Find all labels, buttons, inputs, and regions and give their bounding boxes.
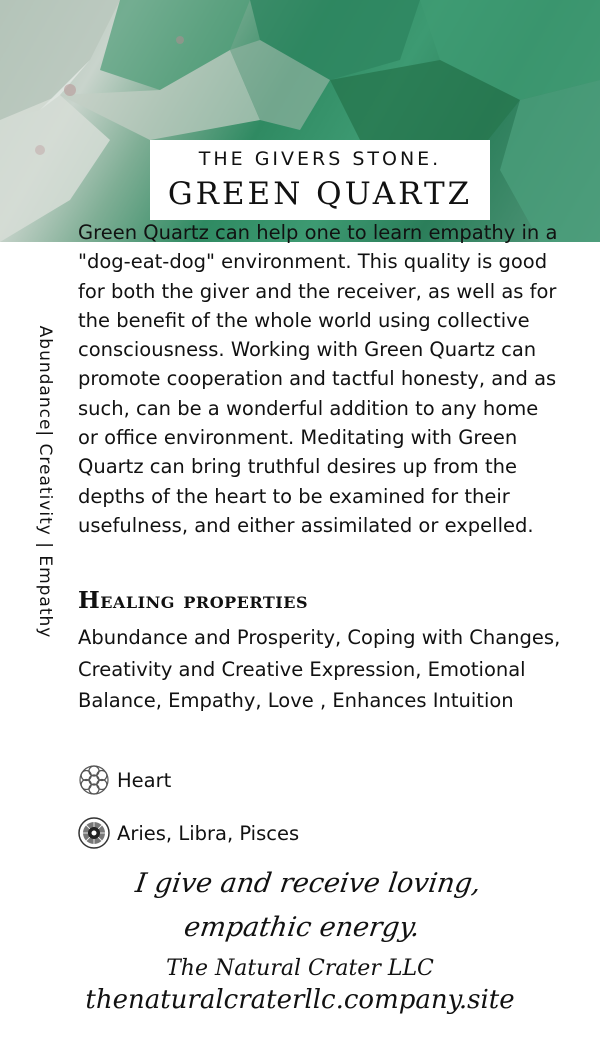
- zodiac-row: [77, 816, 299, 850]
- stone-description: Green Quartz can help one to learn empathy in a "dog-eat-dog" environment. This quality is good for both the giver and the receiver, as well as for the benefit of the whole world using collective consciousness. Working with Green Quartz can promote cooperation and tactful honesty, and as such, can be a wonderful addition to any home or office environment. Meditating with Green Quartz can bring truthful desires up from the depths of the heart to be examined for their usefulness, and either assimilated or expelled.: [78, 221, 558, 537]
- zodiac-label: Aries, Libra, Pisces: [117, 821, 300, 845]
- healing-properties: Abundance and Prosperity, Coping with Changes, Creativity and Creative Expression, Emotional Balance, Empathy, Love , Enhances Intuition: [78, 626, 561, 712]
- brand-name: The Natural Crater LLC: [166, 956, 434, 981]
- chakra-label: Heart: [117, 768, 172, 792]
- healing-heading: Healing properties: [78, 587, 309, 614]
- page-kicker: THE GIVERS STONE.: [198, 148, 442, 170]
- zodiac-wheel-icon: [77, 816, 111, 850]
- page-title: GREEN QUARTZ: [167, 176, 473, 212]
- affirmation: I give and receive loving, empathic energy.: [133, 868, 483, 943]
- chakra-row: [77, 763, 171, 797]
- side-keywords: Abundance| Creativity | Empathy: [35, 325, 55, 639]
- chakra-flower-icon: [77, 763, 111, 797]
- website-link[interactable]: thenaturalcraterllc.company.site: [85, 985, 515, 1015]
